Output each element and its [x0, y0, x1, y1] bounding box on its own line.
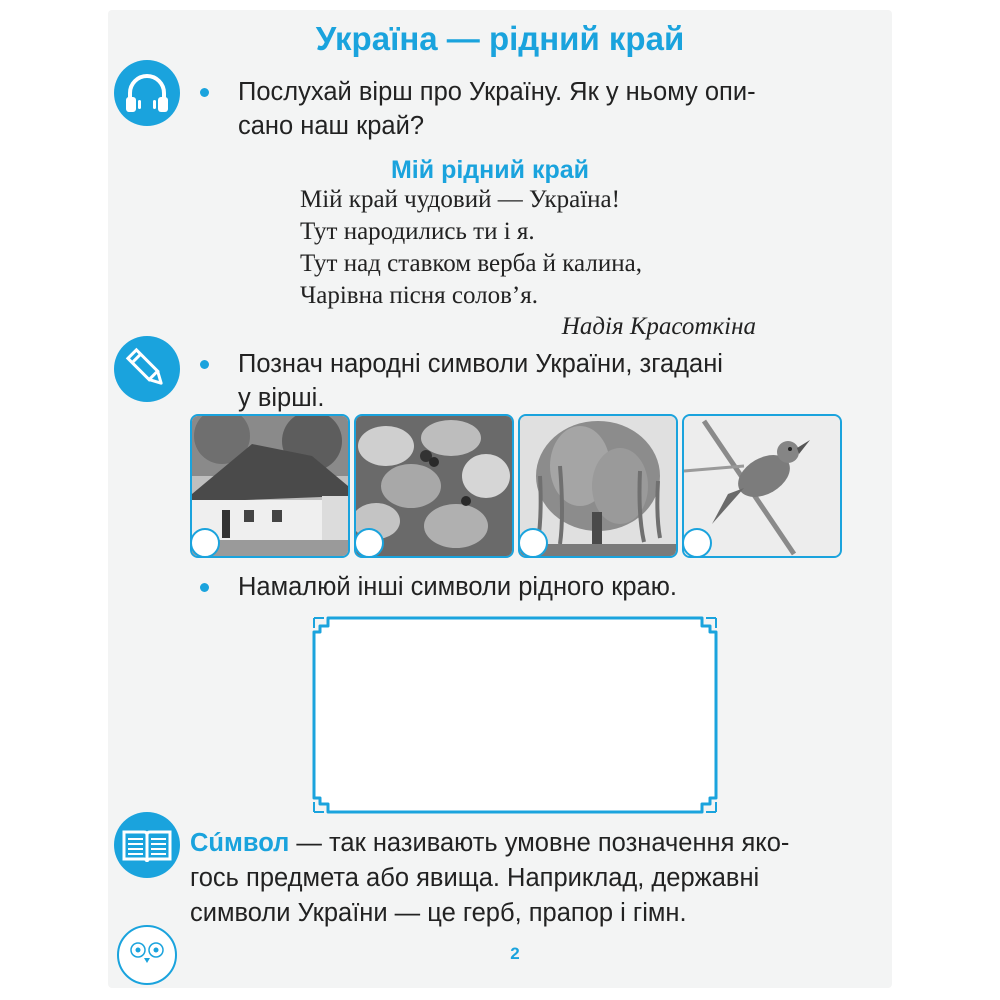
poem-line: Мій край чудовий — Україна!	[300, 186, 620, 213]
definition-line2: гось предмета або явища. Наприклад, державні	[190, 864, 760, 892]
task-mark-line1: Познач народні символи України, згадані	[238, 350, 723, 378]
task-mark-text	[238, 347, 840, 415]
bullet	[200, 360, 209, 369]
checkbox-viburnum[interactable]	[354, 528, 384, 558]
poem-line: Тут над ставком верба й калина,	[300, 250, 642, 277]
task-draw-text: Намалюй інші символи рідного краю.	[238, 573, 677, 601]
drawing-area[interactable]	[306, 612, 724, 823]
definition-line3: символи України — це герб, прапор і гімн.	[190, 899, 687, 927]
page-number: 2	[510, 944, 520, 963]
poem-line: Тут народились ти і я.	[300, 218, 535, 245]
poem-title: Мій рідний край	[390, 156, 589, 184]
definition-line1-rest: — так називають умовне позначення яко-	[289, 829, 790, 857]
page-title: Україна — рідний край	[315, 20, 685, 57]
headphones-icon[interactable]	[114, 60, 180, 126]
definition-text	[190, 826, 840, 931]
task-listen-line2: сано наш край?	[238, 112, 425, 140]
task-listen-line1: Послухай вірш про Україну. Як у ньому опи-	[238, 78, 756, 106]
owl-icon	[116, 924, 178, 991]
pencil-icon[interactable]	[114, 336, 180, 402]
checkbox-house[interactable]	[190, 528, 220, 558]
checkbox-willow[interactable]	[518, 528, 548, 558]
definition-line1	[190, 826, 840, 861]
book-icon[interactable]	[114, 812, 180, 878]
poem-author: Надія Красоткіна	[561, 313, 756, 340]
task-mark-line2: у вірші.	[238, 384, 325, 412]
bullet	[200, 88, 209, 97]
task-listen-text	[238, 75, 840, 143]
bullet	[200, 583, 209, 592]
definition-term: Сúмвол	[190, 829, 290, 857]
poem-line: Чарівна пісня солов’я.	[300, 282, 538, 309]
checkbox-nightingale[interactable]	[682, 528, 712, 558]
